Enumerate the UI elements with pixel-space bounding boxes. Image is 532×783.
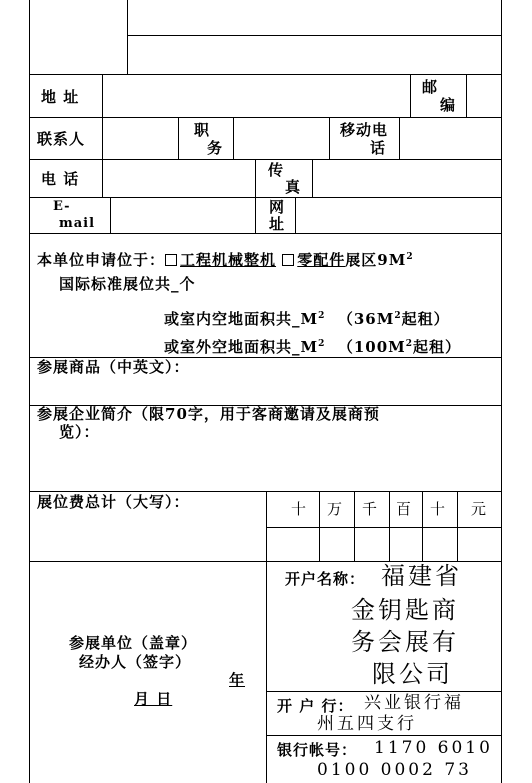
booth-area-text: 展区9M <box>345 251 407 269</box>
fee-unit: 万 <box>327 500 344 518</box>
account-name: 福建省 <box>381 562 462 590</box>
email-label: E- <box>53 199 71 214</box>
indoor-text: 或室内空地面积共_M <box>164 310 319 328</box>
mobile-label: 移动电 <box>340 121 389 139</box>
divider <box>255 197 256 233</box>
postcode-label: 邮 <box>422 78 439 96</box>
account-number-label: 银行帐号： <box>277 741 358 759</box>
phone-label: 电 话 <box>41 170 80 188</box>
superscript: 2 <box>405 339 414 349</box>
outdoor-note: （100M <box>337 338 406 356</box>
account-name-label: 开户名称： <box>285 570 366 588</box>
email-label: mail <box>59 216 96 231</box>
option-parts: 零配件 <box>297 251 346 269</box>
checkbox[interactable] <box>165 254 177 266</box>
account-number: 0100 0002 73 <box>317 760 472 780</box>
outdoor-text: 或室外空地面积共_M <box>164 338 319 356</box>
divider <box>466 74 467 117</box>
divider <box>319 491 320 561</box>
divider <box>266 527 502 528</box>
divider <box>266 735 502 736</box>
products-label: 参展商品（中英文）： <box>37 358 190 376</box>
divider <box>422 491 423 561</box>
booth-prefix: 本单位申请位于： <box>37 251 166 269</box>
divider <box>295 197 296 233</box>
mobile-label: 话 <box>370 139 387 157</box>
contact-label: 联系人 <box>37 130 86 148</box>
divider <box>255 159 256 197</box>
divider <box>29 159 502 160</box>
divider <box>399 117 400 159</box>
standard-booth-line: 国际标准展位共_个 <box>59 275 196 293</box>
divider <box>266 691 502 692</box>
divider <box>389 491 390 561</box>
superscript: 2 <box>318 339 326 349</box>
divider <box>178 117 179 159</box>
account-name: 金钥匙商 <box>351 596 459 624</box>
divider <box>410 74 411 117</box>
superscript: 2 <box>394 311 402 321</box>
booth-application-line <box>37 251 414 269</box>
divider <box>312 159 313 197</box>
year-label: 年 <box>229 671 246 689</box>
website-label: 址 <box>269 215 286 233</box>
superscript: 2 <box>406 252 414 262</box>
divider <box>127 35 502 36</box>
outdoor-note: 起租） <box>413 338 462 356</box>
divider <box>29 117 502 118</box>
fee-unit: 十 <box>430 500 447 518</box>
divider <box>329 117 330 159</box>
bank-name: 州五四支行 <box>317 714 417 734</box>
divider <box>127 0 128 74</box>
handler-label: 经办人（签字） <box>79 653 192 671</box>
position-label: 务 <box>207 139 224 157</box>
bank-label: 开 户 行： <box>277 697 354 715</box>
outdoor-space-line <box>164 338 461 356</box>
divider <box>102 117 103 159</box>
divider <box>354 491 355 561</box>
divider <box>110 197 111 233</box>
divider <box>266 491 267 783</box>
divider <box>29 74 502 75</box>
account-name: 务会展有 <box>351 628 459 656</box>
divider <box>457 491 458 561</box>
postcode-label: 编 <box>440 96 457 114</box>
checkbox[interactable] <box>282 254 294 266</box>
fee-unit: 十 <box>291 500 308 518</box>
divider <box>233 117 234 159</box>
divider <box>102 159 103 197</box>
application-form <box>29 0 502 783</box>
month-day-label: 月 日 <box>134 690 173 708</box>
indoor-space-line <box>164 310 450 328</box>
option-machinery: 工程机械整机 <box>180 251 277 269</box>
superscript: 2 <box>318 311 326 321</box>
account-number: 1170 6010 <box>374 738 493 758</box>
unit-stamp-label: 参展单位（盖章） <box>69 634 198 652</box>
fee-unit: 百 <box>396 500 413 518</box>
bank-name: 兴业银行福 <box>364 693 464 713</box>
intro-label: 览）： <box>59 423 100 441</box>
position-label: 职 <box>194 121 211 139</box>
account-name: 限公司 <box>372 660 453 688</box>
intro-label: 参展企业简介（限70字，用于客商邀请及展商预 <box>37 405 380 423</box>
divider <box>29 197 502 198</box>
fee-total-label: 展位费总计（大写）： <box>37 493 190 511</box>
fax-label: 传 <box>268 161 285 179</box>
fax-label: 真 <box>285 178 302 196</box>
indoor-note: 起租） <box>401 310 450 328</box>
indoor-note: （36M <box>337 310 395 328</box>
divider <box>29 233 502 234</box>
fee-unit: 千 <box>362 500 379 518</box>
divider <box>102 74 103 117</box>
address-label: 地 址 <box>41 88 80 106</box>
website-label: 网 <box>269 198 286 216</box>
fee-unit: 元 <box>471 500 488 518</box>
